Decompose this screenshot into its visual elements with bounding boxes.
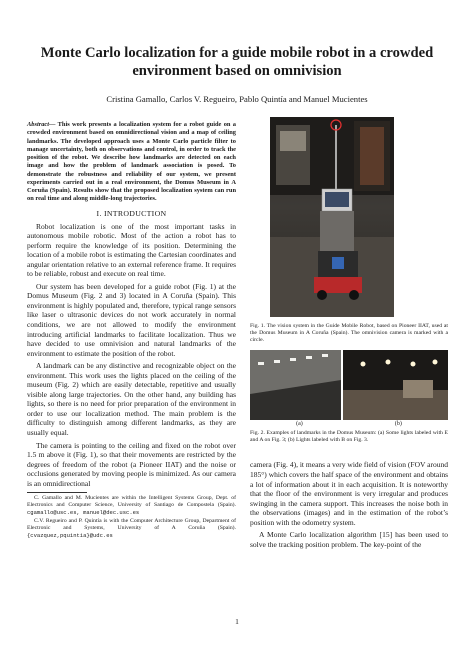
figure-2-sublabels — [250, 421, 448, 427]
figure-1-robot-photo — [270, 117, 394, 317]
abstract — [27, 121, 236, 204]
figure-2b-label: (b) — [394, 421, 402, 428]
ceiling-lights-illustration-a — [250, 350, 341, 420]
paper-title: Monte Carlo localization for a guide mobile robot in a crowded environment based on omnivision — [40, 45, 434, 79]
abstract-text: — This work presents a localization system for a robot guide on a crowded environment based on omnidirectional vision and a map of ceiling landmarks. The developed approach uses a Monte Carlo particle filter to manage uncertainty, both on observations and control, in order to track the position of the robot. We describe how landmarks are detected on each image and how the problem of landmark association is posed. To demonstrate the robustness and reliability of our system, we present experiments carried out in a real environment, the Domus Museum in A Coruña (Spain). Results show that the proposed localization system can run on real time and along middle-long trajectories. — [27, 121, 236, 203]
figure-2b-ceiling-lights-photo — [343, 350, 448, 420]
intro-paragraph-1: Robot localization is one of the most important tasks in autonomous mobile robotic. Most of the action a robot has to perform require the knowledge of its position. Determining the location of a mobile robot is estimating the Cartesian coordinates and angular orientation relative to an external reference frame. It requires to be reliable, robust and execute on real time. — [27, 221, 236, 279]
robot-photo-illustration — [270, 117, 394, 317]
author-list: Cristina Gamallo, Carlos V. Regueiro, Pablo Quintía and Manuel Mucientes — [106, 94, 368, 104]
intro-paragraph-3: A landmark can be any distinctive and recognizable object on the environment. This work uses the lights placed on the ceiling of the museum (Fig. 2) which are easily detectable, repetitive and usually visible along large trajectories. On the other hand, any building has lights, so there is no need for prior preparation of the environment in order to use our localization method. The main problem is the difficulty to distinguish among different landmarks, as they are usually equal. — [27, 361, 236, 437]
footnote-divider — [27, 492, 87, 493]
right-column — [250, 117, 448, 552]
abstract-label: Abstract — [27, 121, 50, 128]
figure-2-images — [250, 350, 448, 420]
figure-2a-label: (a) — [296, 421, 303, 428]
footnote-affiliation-2 — [27, 518, 236, 540]
footnote-affiliation-1 — [27, 495, 236, 517]
intro-paragraph-2: Our system has been developed for a guide robot (Fig. 1) at the Domus Museum (Fig. 2 and 3) located in A Coruña (Spain). This environment is highly populated and, therefore, typical range sensors like laser o ultrasonic devices do not work accurately in normal conditions, we are not allowed to modify the environment introducing artificial landmarks to facilitate localization. Thus we have decided to use omnivision and natural landmarks of the environment to estimate the position of the robot. — [27, 281, 236, 358]
left-column — [27, 121, 236, 540]
page-number: 1 — [235, 617, 239, 626]
ceiling-lights-illustration-b — [343, 350, 448, 420]
right-paragraph-2: A Monte Carlo localization algorithm [15] has been used to solve the tracking position problem. The key-point of the — [250, 530, 448, 549]
right-paragraph-1: camera (Fig. 4), it means a very wide field of vision (FOV around 185°) which covers the half space of the environment and obtains a lot of information about it in each acquisition. It is noteworthy that the floor of the environment is very irregular and produces swinging in the camera support. This increases the noise both in the observations (images) and in the estimation of the robot’s position with the odometry system. — [250, 460, 448, 527]
footnote-2-email: {cvazquez,pquintia}@udc.es — [27, 531, 113, 539]
figure-2-caption: Fig. 2. Examples of landmarks in the Domus Museum: (a) Some lights labeled with E and A on Fig. 3; (b) Lights labeled with B on Fig. 3. — [250, 430, 448, 444]
footnote-1-text: C. Gamallo and M. Mucientes are within the Intelligent Systems Group, Dept. of Electronics and Computer Science, University of Santiago de Compostela (Spain). — [27, 495, 236, 509]
intro-paragraph-4: The camera is pointing to the ceiling and fixed on the robot over 1.5 m above it (Fig. 1), so that their movements are restricted by the degrees of freedom of the robot (a Pioneer IIAT) and the noise or occlusions generated by moving people is minimized. As our camera is an omnidirectional — [27, 440, 236, 488]
footnote-2-text: C.V. Regueiro and P. Quintía is with the Computer Architecture Group, Department of Electronic and Systems, University of A Coruña (Spain). — [27, 517, 236, 531]
footnote-1-email: cgamallo@usc.es, manuel@dec.usc.es — [27, 509, 140, 517]
figure-2a-ceiling-lights-photo — [250, 350, 341, 420]
section-heading-introduction: I. INTRODUCTION — [96, 208, 167, 218]
figure-1-caption: Fig. 1. The vision system in the Guide Mobile Robot, based on Pioneer IIAT, used at the Domus Museum in A Coruña (Spain). The omnivision camera is marked with a circle. — [250, 323, 448, 344]
